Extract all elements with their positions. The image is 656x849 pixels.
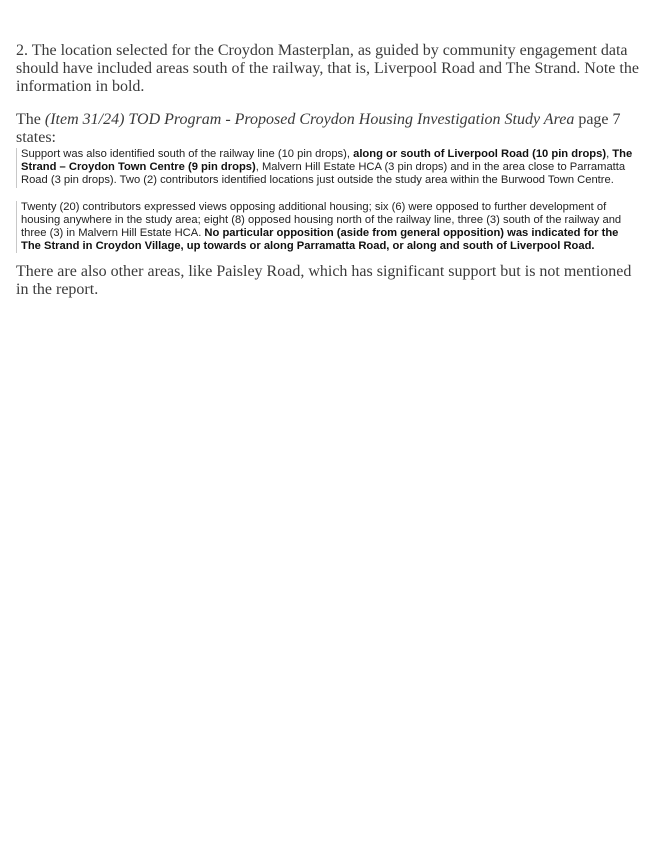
source-document-title: (Item 31/24) TOD Program - Proposed Croydon Housing Investigation Study Area [44,111,575,128]
paragraph-source-reference [16,111,641,147]
quote-opposition-text: Twenty (20) contributors expressed views opposing additional housing; six (6) were opposed to further development of housing anywhere in the study area; eight (8) opposed housing north of the railway line, three (3) south of the railway and three (3) in Malvern Hill Estate HCA. [21,200,622,240]
quote-support-bold-liverpool: along or south of Liverpool Road (10 pin drops) [353,148,607,160]
source-tail-text: page 7 states: [16,111,621,146]
source-lead-text: The [16,111,45,128]
quote-support-text-1: Support was also identified south of the railway line (10 pin drops), [21,148,354,160]
quote-support [16,148,639,188]
quote-support-text-3: , Malvern Hill Estate HCA (3 pin drops) and in the area close to Parramatta Road (3 pin drops). Two (2) contributors identified locations just outside the study area within the Burwood Town Centre. [21,161,626,187]
quote-opposition-bold: No particular opposition (aside from general opposition) was indicated for the The Strand in Croydon Village, up towards or along Parramatta Road, or along and south of Liverpool Road. [21,227,619,253]
paragraph-masterplan-location: 2. The location selected for the Croydon Masterplan, as guided by community engagement data should have included areas south of the railway, that is, Liverpool Road and The Strand. Note the information in bold. [16,42,639,95]
paragraph-other-areas: There are also other areas, like Paisley Road, which has significant support but is not mentioned in the report. [16,263,632,299]
quote-opposition [16,201,639,254]
quote-support-bold-strand: The Strand – Croydon Town Centre (9 pin drops) [21,148,633,174]
quote-support-text-2: , [606,148,613,160]
document-page [16,42,641,299]
